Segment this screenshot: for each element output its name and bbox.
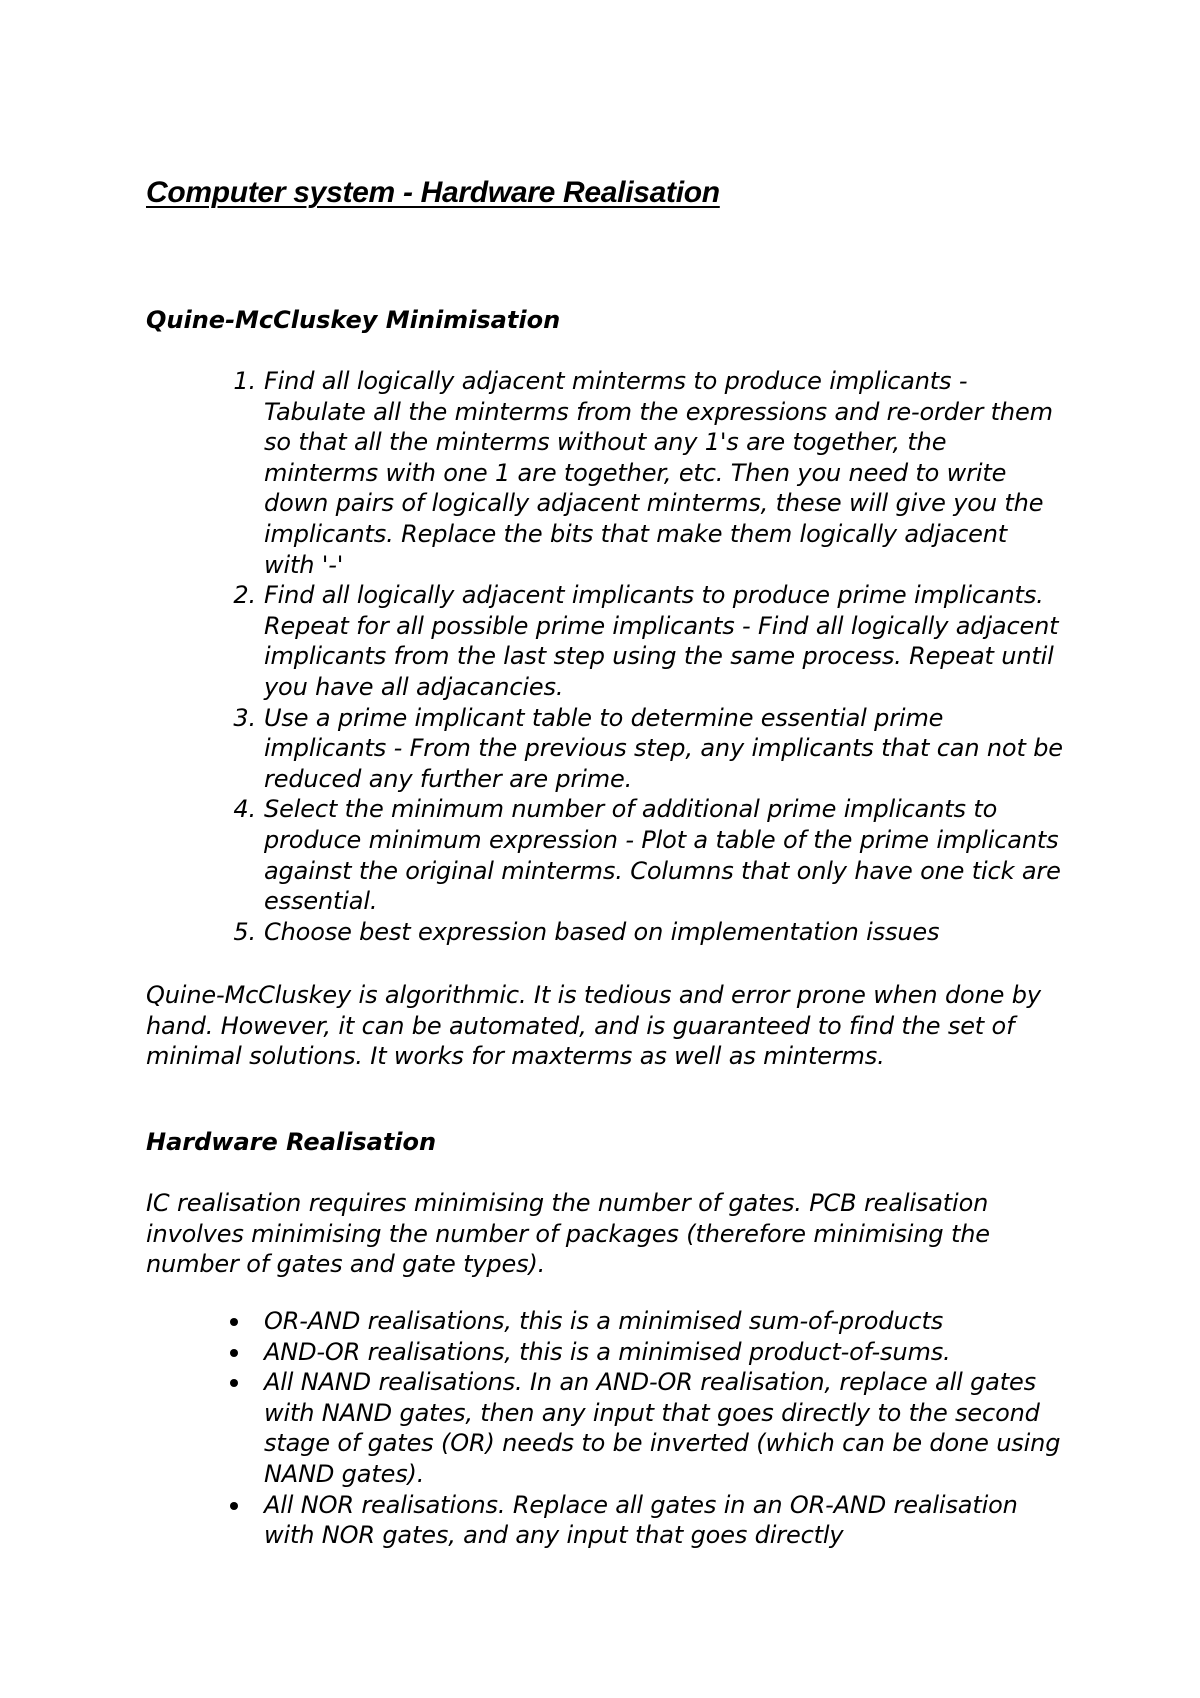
document-title: Computer system - Hardware Realisation: [146, 176, 720, 209]
list-number: 1.: [233, 367, 256, 395]
list-item: [264, 1490, 1064, 1551]
list-item-text: AND-OR realisations, this is a minimised product-of-sums.: [264, 1337, 951, 1366]
list-item-text: Use a prime implicant table to determine essential prime implicants - From the previous step, any implicants that can not be reduced any further are prime.: [264, 703, 1063, 793]
list-item: [233, 580, 1064, 702]
list-item: [264, 1367, 1064, 1489]
bullet-icon: [230, 1379, 238, 1387]
list-item-text: Select the minimum number of additional prime implicants to produce minimum expression - Plot a table of the prime implicants against the original minterms. Columns that only have one tick are essential.: [264, 795, 1061, 916]
list-item: [233, 794, 1064, 916]
list-item: [233, 366, 1064, 580]
list-number: 2.: [233, 581, 256, 610]
list-item-text: All NOR realisations. Replace all gates in an OR-AND realisation with NOR gates, and any input that goes directly: [264, 1490, 1018, 1550]
list-item-text: Find all logically adjacent implicants to produce prime implicants. Repeat for all possible prime implicants - Find all logically adjacent implicants from the last step using the same process. Repeat until you have all adjacancies.: [264, 581, 1059, 701]
hardware-realisation-paragraph: IC realisation requires minimising the number of gates. PCB realisation involves minimising the number of packages (therefore minimising the number of gates and gate types).: [146, 1189, 990, 1279]
list-item-text: Choose best expression based on implementation issues: [264, 917, 940, 946]
list-item-text: All NAND realisations. In an AND-OR realisation, replace all gates with NAND gates, then any input that goes directly to the second stage of gates (OR) needs to be inverted (which can be done using NAND gates).: [264, 1368, 1061, 1488]
list-item: [233, 703, 1064, 795]
bullet-icon: [230, 1502, 238, 1510]
section-heading-hardware-realisation: Hardware Realisation: [146, 1128, 437, 1156]
realisation-bullet-list: [264, 1306, 1064, 1551]
list-item-text: OR-AND realisations, this is a minimised sum-of-products: [264, 1307, 944, 1335]
list-number: 4.: [233, 795, 256, 824]
list-item: [233, 917, 1064, 948]
quine-mccluskey-paragraph: Quine-McCluskey is algorithmic. It is tedious and error prone when done by hand. However, it can be automated, and is guaranteed to find the set of minimal solutions. It works for maxterms as well as minterms.: [146, 981, 1041, 1071]
bullet-icon: [230, 1318, 238, 1326]
list-number: 3.: [233, 703, 256, 732]
list-item: [264, 1337, 1064, 1368]
minimisation-steps-list: [233, 366, 1064, 947]
bullet-icon: [230, 1349, 238, 1357]
section-heading-quine-mccluskey: Quine-McCluskey Minimisation: [146, 306, 561, 334]
list-item: [264, 1306, 1064, 1337]
list-item-text: Find all logically adjacent minterms to produce implicants - Tabulate all the minterms from the expressions and re-order them so that all the minterms without any 1's are together, the minterms with one 1 are together, etc. Then you need to write down pairs of logically adjacent minterms, these will give you the implicants. Replace the bits that make them logically adjacent with '-': [264, 367, 1053, 579]
list-number: 5.: [233, 917, 256, 946]
